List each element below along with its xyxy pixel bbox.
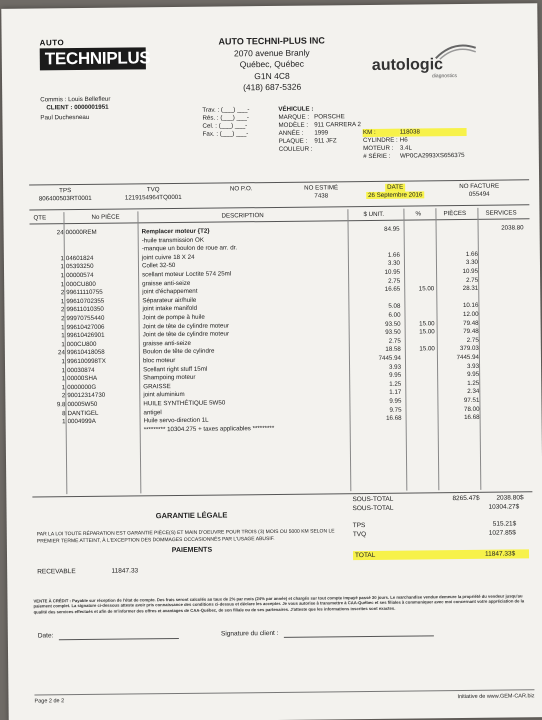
date-sign-line [59, 631, 179, 640]
line-item-qty: 1 [60, 263, 65, 271]
line-item-qty: 1 [61, 366, 66, 374]
line-item-desc: antigel [143, 408, 162, 416]
footer-credit: Initiative de www.GEM-CAR.biz [457, 693, 535, 701]
invoice-info-band [29, 179, 529, 210]
invoice-paper [1, 3, 542, 720]
moteur-value: 3.4L [399, 144, 412, 152]
tps-no-value: 806400503RT0001 [38, 194, 92, 203]
line-item-unit: 3.30 [387, 260, 401, 268]
client-label: CLIENT : [46, 104, 73, 112]
line-item-qty: 2 [61, 392, 66, 400]
logo-brand-text: TECHNIPLUS [40, 47, 146, 70]
line-item-unit [350, 423, 402, 424]
line-item-unit: 2.75 [388, 337, 401, 345]
line-item-desc: Huile servo-direction 1L [143, 416, 209, 425]
phone-res: Rés. : (___) ___- [202, 114, 249, 122]
line-item-unit: 9.75 [389, 406, 402, 414]
warranty-block [37, 509, 347, 555]
estime-value: 7438 [314, 192, 329, 200]
phone-block [202, 106, 272, 139]
line-item-qty: 1 [60, 272, 65, 280]
line-item-part: 05393250 [65, 263, 94, 271]
line-item-part: 99610702355 [66, 297, 105, 305]
line-item-part: 99610427006 [66, 323, 105, 331]
autologic-sub: diagnostics [431, 73, 458, 80]
page-footer [34, 689, 534, 704]
line-item-unit: 10.95 [384, 268, 401, 276]
line-item-part: 00000SHA [67, 375, 98, 383]
line-item-desc: Boulon de tête de cylindre [142, 348, 215, 356]
line-item-part: 0004999A [67, 418, 96, 426]
line-item-pieces: 79.48 [463, 319, 479, 327]
sous-total-services: 2038.80$ [496, 494, 524, 502]
line-item-qty: 1 [62, 418, 66, 426]
po-label: NO P.O. [229, 185, 253, 193]
line-item-desc: graisse anti-seize [142, 279, 191, 287]
line-item-unit: 9.95 [389, 397, 402, 405]
fine-print: VENTE À CRÉDIT : Payable sur réception de l'état de compte. Des frais seront calculés au taux de 2% par mois (24% par année) et chargés sur tout compte impayé passé 30 jours. Le marchandise vendue demeure la propriété du vendeur jusqu'au paiement complet. La signature ci-dessous atteste avoir pris connaissance des conditions ci-dessus et déclare les accepter. Je vous autorise à transmettre à CAA-Québec et ses filiales à communiquer avec moi concernant votre appréciation de la qualité des services effectués et afin de m'informer des offres et avantages de CAA-Québec, de son filiale ou de ses partenaires. J'atteste que les informations inscrites sont exactes. [33, 593, 525, 615]
col-unit: $ UNIT. [363, 210, 385, 219]
line-item-unit: 1.66 [387, 251, 400, 259]
line-item-pieces: 3.93 [466, 362, 480, 370]
line-item-pieces: 1.25 [467, 379, 480, 387]
line-item-desc: Séparateur air/huile [142, 296, 197, 305]
line-item-qty: 1 [60, 280, 65, 288]
line-item-part: 99611110755 [66, 288, 103, 297]
commis-label: Commis : [40, 96, 67, 104]
line-item-part: 00030874 [67, 366, 95, 374]
line-item-part: 0000000G [67, 383, 97, 391]
cylindre-value: H6 [399, 136, 408, 144]
line-item-unit [348, 234, 400, 235]
line-item-desc: bloc moteur [142, 357, 176, 365]
signature-row [38, 627, 528, 640]
company-postal: G1N 4C8 [254, 70, 290, 81]
serie-value: WP0CA2993XS656375 [399, 151, 465, 160]
items-header [29, 207, 529, 224]
line-item-pieces: 10.95 [462, 267, 479, 276]
line-item-desc: Shampoing moteur [143, 374, 196, 382]
date-value: 26 Septembre 2016 [368, 191, 423, 199]
line-item-qty: 8 [62, 409, 66, 417]
paiements-title: PAIEMENTS [171, 546, 213, 555]
tps-value: 515.21$ [492, 520, 517, 528]
total-label: TOTAL [354, 551, 376, 560]
line-item-part [66, 246, 136, 247]
tps-no-label: TPS [59, 187, 72, 195]
vehicle-block [278, 104, 489, 162]
line-item-desc: ********* 10304.275 + taxes applicables ********* [143, 424, 275, 434]
tps-label: TPS [352, 522, 366, 530]
estime-label: NO ESTIMÉ [304, 184, 339, 192]
line-item-part [68, 426, 138, 427]
line-item-unit: 9.95 [389, 371, 402, 379]
line-item-desc: Scellant right stuff 15ml [143, 365, 208, 373]
line-item-pct: 15.00 [419, 345, 435, 353]
line-item-unit: 18.58 [385, 346, 401, 354]
line-item-qty: 24 [56, 229, 64, 237]
line-item-pieces: 2.75 [466, 276, 479, 284]
line-item-pct: 15.00 [419, 328, 435, 336]
couleur-label: COULEUR : [278, 145, 313, 153]
total-value: 11847.33$ [484, 550, 516, 558]
col-pct: % [415, 210, 421, 218]
serie-label: # SÉRIE : [363, 152, 391, 161]
line-item-desc: Joint de tête de cylindre moteur [142, 330, 230, 339]
line-item-qty: 1 [61, 332, 65, 340]
sous-total2-label: SOUS-TOTAL [352, 504, 394, 513]
km-value: 118038 [400, 128, 467, 137]
line-item-part: 99610426901 [66, 331, 105, 340]
recevable-label: RECEVABLE [37, 568, 76, 576]
col-qte: QTE [33, 214, 47, 222]
line-item-qty: 1 [60, 297, 65, 306]
line-item-qty: 1 [61, 383, 66, 392]
line-item-desc: Remplacer moteur {T2} [141, 227, 210, 236]
phone-fax: Fax. : (___) ___- [202, 130, 249, 138]
line-item-pct: 15.00 [419, 319, 435, 328]
line-item-qty: 2 [60, 289, 65, 297]
line-item-pieces: 9.95 [467, 371, 480, 379]
line-item-pieces: 379.03 [459, 345, 479, 353]
line-item-part: 000CU800 [66, 340, 97, 348]
tvq-no-value: 1219154964TQ0001 [124, 193, 182, 202]
line-item-part: 99610418058 [66, 349, 105, 357]
cylindre-label: CYLINDRE : [362, 136, 398, 145]
techniplus-logo [39, 37, 151, 78]
km-label: KM : [363, 129, 400, 137]
line-item-part: 99611010350 [66, 306, 104, 314]
line-item-part: 04601824 [65, 254, 94, 262]
line-item-pieces: 10.16 [462, 302, 479, 310]
line-item-part: 99970755440 [66, 314, 105, 323]
line-item-unit: 1.25 [389, 380, 402, 388]
company-city: Québec, Québec [239, 58, 305, 70]
client-name: Paul Duchesneau [40, 113, 90, 122]
totals-block [352, 493, 529, 560]
moteur-label: MOTEUR : [363, 144, 394, 153]
line-item-unit [348, 243, 400, 244]
phone-cel: Cel. : (___) ___- [202, 122, 248, 130]
date-label: DATE [385, 184, 405, 192]
col-desc: DESCRIPTION [221, 212, 264, 220]
plaque-value: 911 JFZ [314, 137, 337, 145]
line-item-qty: 1 [60, 254, 64, 263]
line-item-pieces: 16.68 [464, 414, 480, 422]
line-item-desc: joint aluminium [143, 391, 185, 399]
line-item-part: 90012314730 [67, 392, 106, 400]
line-item-part: DANTIGEL [67, 409, 99, 417]
line-item-pieces: 2.75 [466, 336, 479, 344]
line-item-serv: 2038.80 [501, 224, 524, 232]
sous-total-pieces: 8265.47$ [452, 494, 480, 503]
line-item-qty: 1 [61, 340, 65, 349]
line-item-qty: 1 [61, 323, 65, 331]
modele-label: MODÈLE : [278, 121, 309, 129]
date-sign-label: Date: [37, 632, 54, 640]
line-item-desc: Joint de pompe à huile [142, 313, 205, 322]
line-item-unit: 7445.94 [378, 354, 401, 362]
col-pieces: PIÈCES [443, 209, 467, 218]
line-item-pieces: 2.34 [467, 388, 480, 396]
facture-value: 055494 [468, 190, 490, 198]
line-item-pieces: 78.00 [463, 405, 480, 413]
line-item-desc: Joint de tête de cylindre moteur [142, 322, 229, 330]
line-item-desc: joint cuivre 18 X 24 [141, 253, 195, 262]
line-item-part: 996100998TX [66, 357, 106, 366]
tvq-value: 1027.85$ [488, 529, 516, 537]
col-piece: No PIÈCE [91, 213, 120, 221]
line-item-part: 00000574 [66, 271, 94, 280]
line-item-pieces: 12.00 [462, 310, 479, 319]
commis-name: Louis Bellefleur [68, 95, 111, 104]
warranty-text: PAR LA LOI TOUTE RÉPARATION EST GARANTIE PIÈCE(S) ET MAIN D'OEUVRE POUR TROIS (3) MOIS OU 5000 KM SELON LE PREMIER TERME ATTEINT, À L'EXCEPTION DES DOMMAGES OCCASIONNÉS PAR L'USAGE ABUSIF. [36, 528, 335, 544]
sous-total-label: SOUS-TOTAL [352, 495, 394, 504]
line-item-unit: 1.17 [389, 389, 402, 397]
annee-label: ANNÉE : [278, 129, 304, 137]
line-item-unit: 5.08 [388, 303, 401, 311]
line-item-qty: 1 [61, 375, 66, 383]
line-item-unit: 84.95 [384, 225, 400, 233]
line-item-desc: joint intake manifold [142, 305, 198, 313]
line-item-unit: 2.75 [388, 277, 401, 285]
client-number: 0000001951 [74, 103, 109, 112]
page-number: Page 2 de 2 [34, 698, 65, 705]
line-item-desc: -huile transmission OK [141, 236, 204, 244]
line-item-unit: 93.50 [385, 320, 401, 328]
recevable-value: 11847.33 [111, 567, 139, 575]
sous-total2-value: 10304.27$ [488, 503, 520, 511]
warranty-title: GARANTIE LÉGALE [155, 510, 228, 521]
line-item-qty: 2 [61, 315, 65, 323]
line-item-unit [348, 294, 400, 295]
line-item-unit: 93.50 [385, 328, 401, 337]
line-item-part: 00000REM [65, 228, 97, 237]
col-services: SERVICES [485, 209, 517, 217]
line-item-qty: 24 [57, 349, 65, 357]
line-item-pct: 15.00 [418, 285, 435, 293]
line-item-part: 00005W50 [67, 400, 98, 409]
autologic-word: autologic [371, 56, 444, 74]
signature-line [284, 628, 434, 638]
line-item-desc: HUILE SYNTHÉTIQUE 5W50 [143, 399, 226, 408]
tvq-label: TVQ [352, 531, 367, 539]
line-item-pieces: 28.31 [462, 285, 479, 293]
modele-value: 911 CARRERA 2 [314, 121, 361, 129]
line-item-qty: 2 [60, 306, 65, 314]
line-item-pieces: 97.51 [463, 396, 480, 405]
line-item-qty: 9.8 [56, 401, 66, 409]
facture-label: NO FACTURE [459, 182, 500, 191]
phone-trav: Trav. : (___) ___- [202, 106, 250, 114]
client-block [40, 95, 200, 123]
plaque-label: PLAQUE : [278, 137, 308, 145]
company-address: 2070 avenue Branly [233, 47, 310, 58]
line-item-desc: graisse anti-seize [142, 339, 191, 348]
line-item-pieces: 79.48 [463, 328, 479, 336]
line-item-pieces: 3.30 [465, 259, 478, 267]
line-item-desc: -manque un boulon de roue arr. dr. [141, 244, 238, 253]
marque-label: MARQUE : [278, 113, 310, 121]
line-item-part [66, 237, 136, 238]
line-item-unit: 16.65 [384, 285, 401, 294]
line-item-desc: scellant moteur Loctite 574 25ml [142, 270, 232, 279]
tvq-no-label: TVQ [146, 186, 160, 194]
vehicle-table [278, 112, 466, 162]
line-item-qty: 1 [61, 358, 66, 366]
line-item-desc: joint d'échappement [142, 287, 198, 296]
company-header [202, 35, 343, 94]
line-item-unit: 16.68 [386, 414, 402, 423]
line-item-desc: GRAISSE [143, 382, 171, 391]
vehicle-header: VÉHICULE : [278, 105, 314, 113]
line-item-pieces: 7445.94 [456, 353, 479, 362]
company-name: AUTO TECHNI-PLUS INC [218, 35, 325, 47]
logo-auto-text: AUTO [39, 38, 65, 48]
marque-value: PORSCHE [314, 113, 345, 121]
line-item-pieces: 1.66 [465, 250, 478, 258]
line-item-unit: 6.00 [388, 311, 401, 319]
autologic-logo [372, 44, 482, 79]
line-item-part: 000CU800 [66, 280, 96, 288]
line-item-unit: 3.93 [388, 363, 402, 371]
line-item-desc: Collet 32-50 [141, 262, 176, 270]
company-phone: (418) 687-5326 [242, 81, 302, 93]
signature-label: Signature du client : [220, 629, 279, 638]
annee-value: 1999 [314, 129, 329, 137]
